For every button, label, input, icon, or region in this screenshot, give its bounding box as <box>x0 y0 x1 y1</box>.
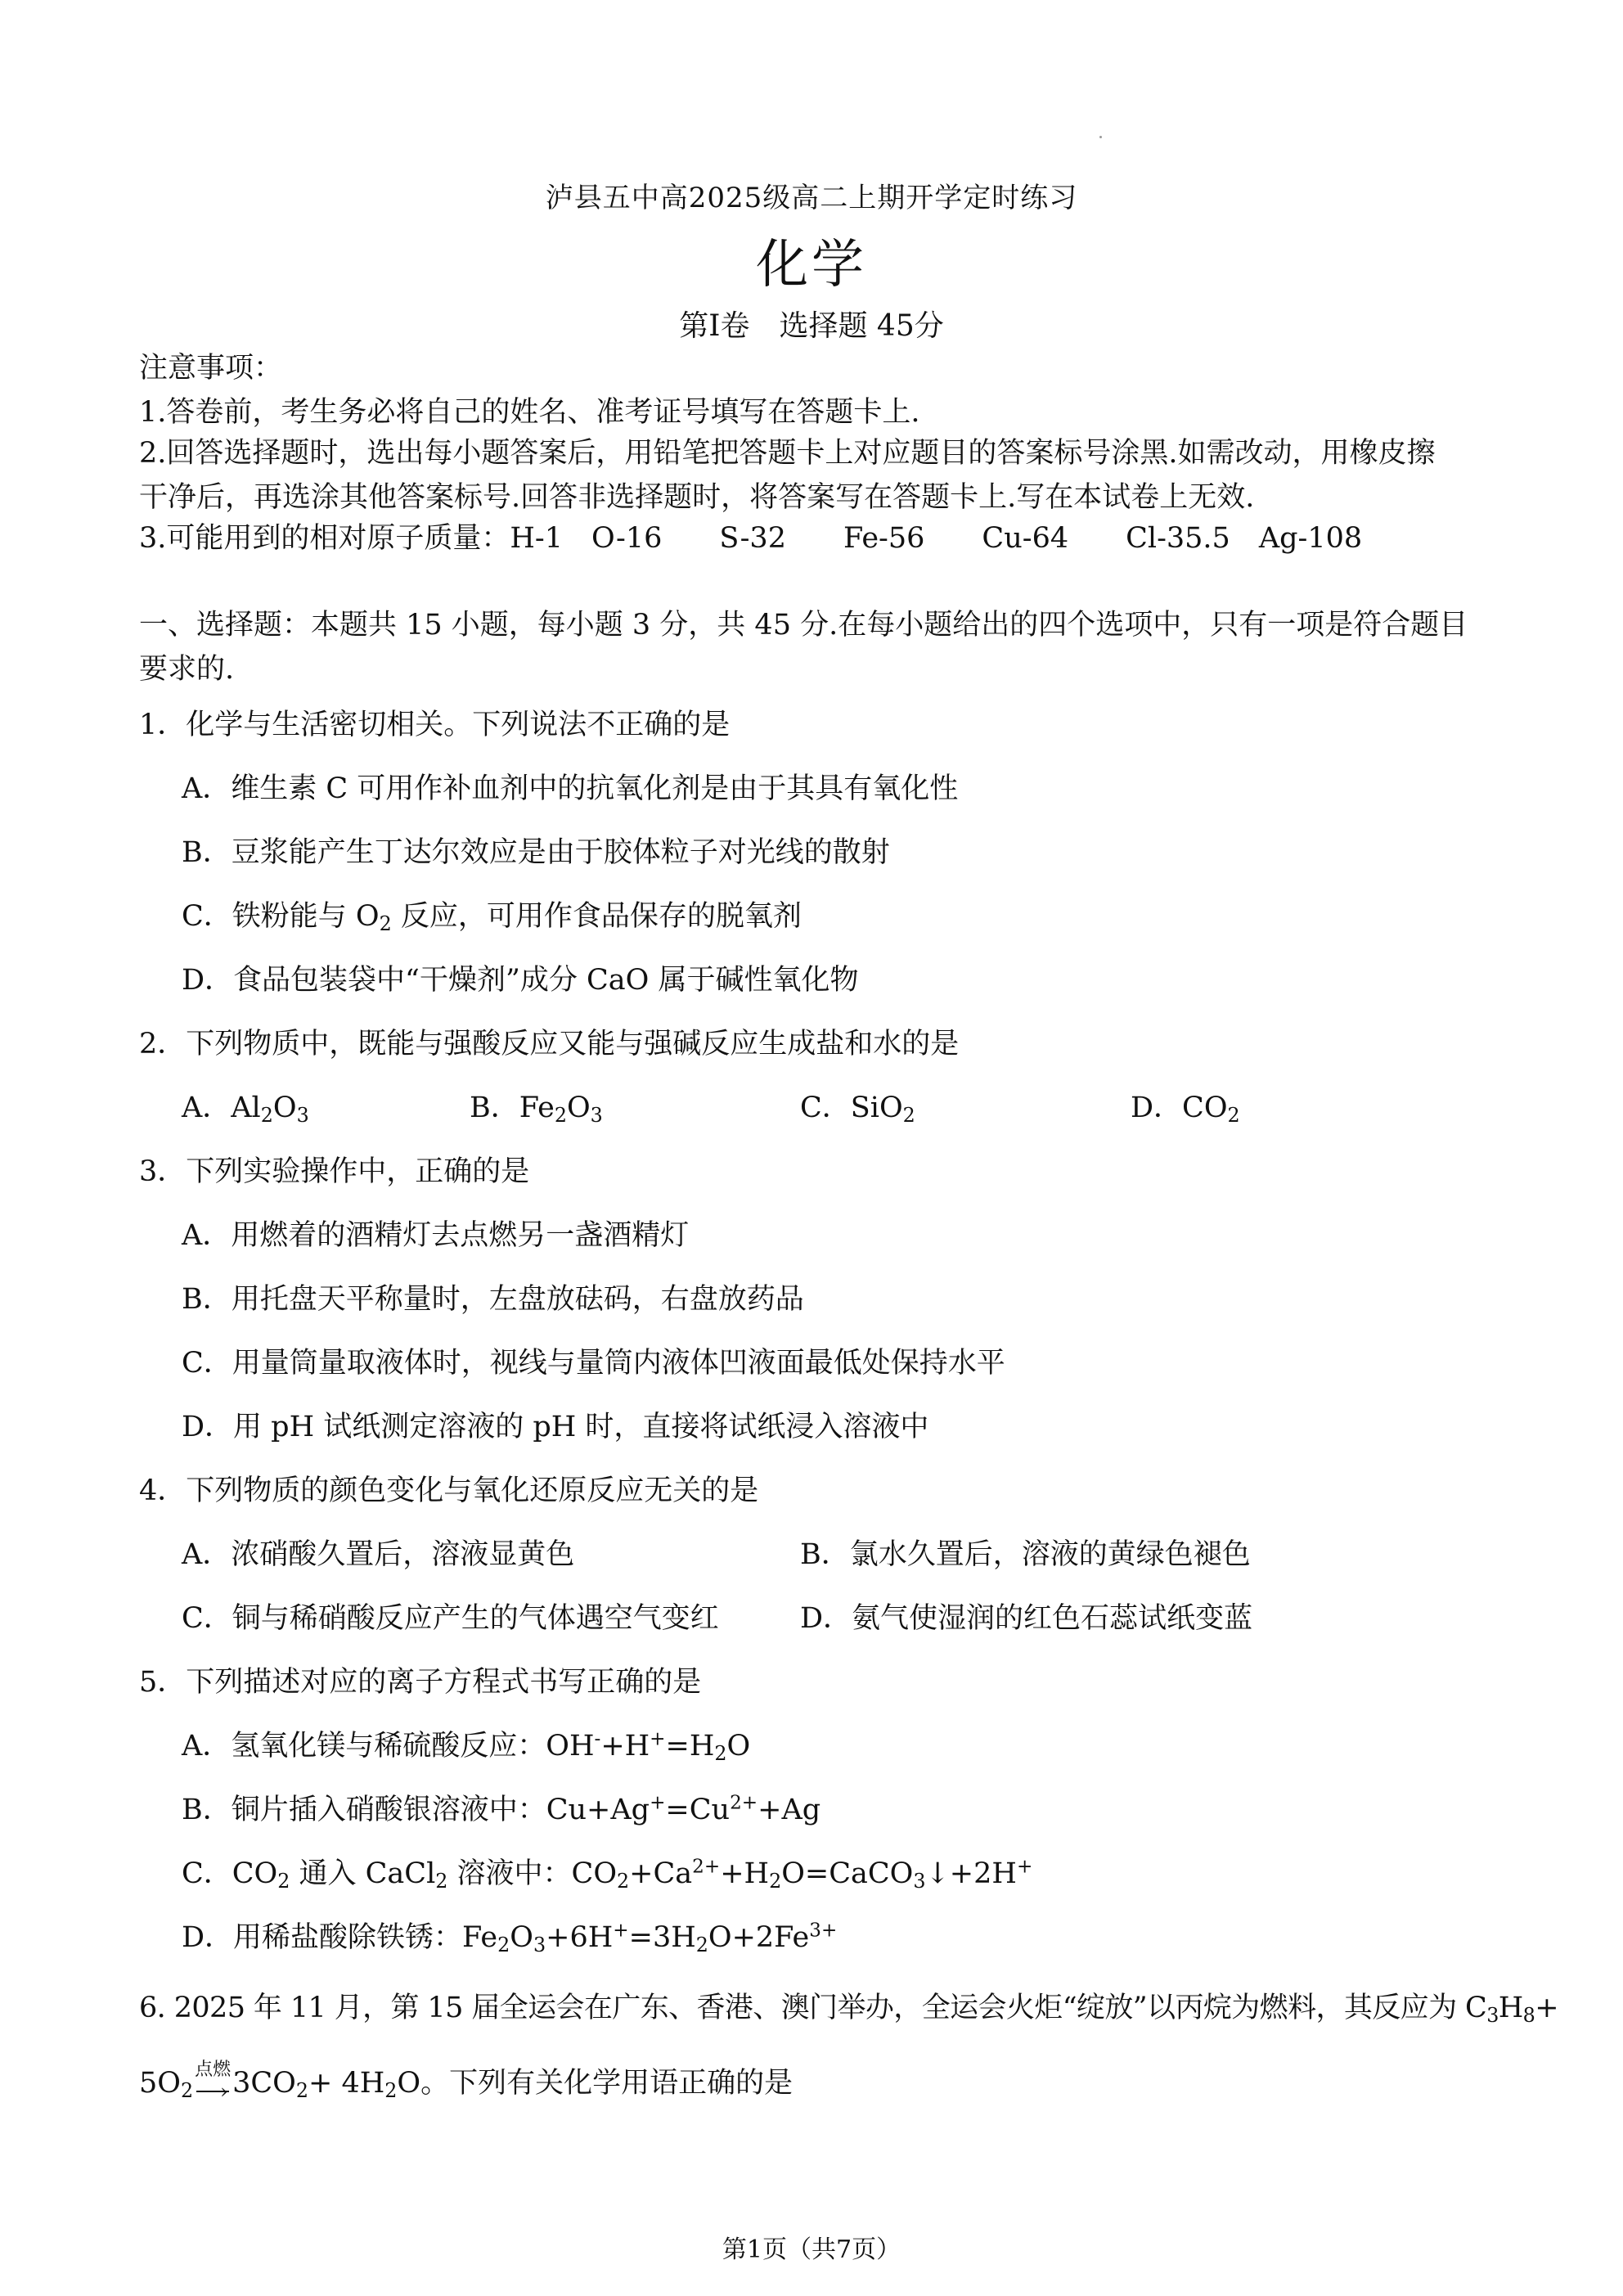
q5-c-t7: ↓+2H <box>925 1857 1017 1890</box>
q4-stem: 4．下列物质的颜色变化与氧化还原反应无关的是 <box>139 1474 759 1507</box>
q5-c-s1: 2 <box>277 1869 290 1893</box>
note-3: 3.可能用到的相对原子质量：H-1 O-16 S-32 Fe-56 Cu-64 Cl-35.5 Ag-108 <box>139 522 1363 555</box>
q5-d-t4: =3H <box>628 1921 696 1954</box>
q5-d-t3: +6H <box>546 1921 614 1954</box>
q2-c-pre: C．SiO <box>800 1092 903 1124</box>
q5-c-t2: 通入 CaCl <box>290 1857 436 1890</box>
q5-a-p2: + <box>650 1728 666 1750</box>
q5-a-s1: 2 <box>714 1741 727 1765</box>
q5-stem: 5．下列描述对应的离子方程式书写正确的是 <box>139 1666 702 1699</box>
q5-a-t4: O <box>726 1730 751 1763</box>
q2-d-pre: D．CO <box>1131 1092 1228 1124</box>
q5-b-t2: =Cu <box>665 1794 731 1826</box>
q5-c-p2: + <box>1016 1856 1033 1878</box>
q6-l2-t1: 5O <box>139 2067 181 2100</box>
q2-c-s1: 2 <box>902 1103 915 1127</box>
q6-l1-t3: + <box>1535 1992 1558 2024</box>
q5-c-p1: 2+ <box>692 1856 721 1878</box>
q5-d-s3: 2 <box>695 1933 708 1956</box>
q6-l1-s2: 8 <box>1522 2003 1535 2027</box>
q5-d-t5: O+2Fe <box>708 1921 810 1954</box>
note-2b: 干净后，再选涂其他答案标号.回答非选择题时，将答案写在答题卡上.写在本试卷上无效. <box>139 481 1255 514</box>
q5-c-s3: 2 <box>617 1869 630 1893</box>
q6-l2-s2: 2 <box>295 2078 308 2102</box>
q5-d-p1: + <box>613 1920 629 1942</box>
note-2a: 2.回答选择题时，选出每小题答案后，用铅笔把答题卡上对应题目的答案标号涂黑.如需改动，用橡皮擦 <box>139 437 1436 470</box>
q3-option-d: D．用 pH 试纸测定溶液的 pH 时，直接将试纸浸入溶液中 <box>182 1411 929 1443</box>
page-footer: 第1页（共7页） <box>722 2235 901 2264</box>
q6-l2-t3: + 4H <box>308 2067 385 2100</box>
part1-intro-a: 一、选择题：本题共 15 小题，每小题 3 分，共 45 分.在每小题给出的四个选项中，只有一项是符合题目 <box>139 609 1468 642</box>
q5-d-s1: 2 <box>497 1933 510 1956</box>
q2-b-s2: 3 <box>590 1103 603 1127</box>
q6-l1-t2: H <box>1498 1992 1523 2024</box>
q1-c-pre: C．铁粉能与 O <box>182 900 380 933</box>
q6-l2-s1: 2 <box>180 2078 194 2102</box>
school-title: 泸县五中高2025级高二上期开学定时练习 <box>545 182 1078 214</box>
q3-option-c: C．用量筒量取液体时，视线与量筒内液体凹液面最低处保持水平 <box>182 1347 1005 1380</box>
q6-line-2 <box>139 2060 794 2103</box>
q5-c-s5: 3 <box>913 1869 926 1893</box>
q2-a-mid: O <box>272 1092 297 1124</box>
q1-option-d: D．食品包装袋中“干燥剂”成分 CaO 属于碱性氧化物 <box>182 964 859 997</box>
q6-l1-t1: 6. 2025 年 11 月，第 15 届全运会在广东、香港、澳门举办，全运会火炬“绽放”以丙烷为燃料，其反应为 C <box>139 1992 1487 2024</box>
q5-c-t4: +Ca <box>629 1857 693 1890</box>
q2-b-mid: O <box>566 1092 591 1124</box>
q6-l2-s3: 2 <box>384 2078 398 2102</box>
q5-d-p2: 3+ <box>809 1920 838 1942</box>
q2-b-pre: B．Fe <box>470 1092 555 1124</box>
q3-option-b: B．用托盘天平称量时，左盘放砝码，右盘放药品 <box>182 1283 804 1316</box>
q1-option-b: B．豆浆能产生丁达尔效应是由于胶体粒子对光线的散射 <box>182 836 890 869</box>
q5-option-a <box>182 1727 750 1766</box>
q2-a-s2: 3 <box>296 1103 309 1127</box>
scan-dot <box>1099 136 1102 138</box>
q2-b-s1: 2 <box>554 1103 567 1127</box>
section-title: 第Ⅰ卷 选择题 45分 <box>679 309 944 343</box>
q5-c-t1: C．CO <box>182 1857 278 1890</box>
q6-l1-s1: 3 <box>1486 2003 1499 2027</box>
q6-l2-t2: 3CO <box>232 2067 296 2100</box>
q2-stem: 2．下列物质中，既能与强酸反应又能与强碱反应生成盐和水的是 <box>139 1028 960 1060</box>
q5-d-t2: O <box>510 1921 533 1954</box>
q5-c-t5: +H <box>720 1857 770 1890</box>
q2-option-c <box>800 1088 915 1128</box>
q5-option-b <box>182 1790 820 1830</box>
q5-d-s2: 3 <box>533 1933 546 1956</box>
q3-option-a: A．用燃着的酒精灯去点燃另一盏酒精灯 <box>182 1219 690 1252</box>
q2-option-a <box>182 1088 309 1128</box>
q1-c-post: 反应，可用作食品保存的脱氧剂 <box>391 900 802 933</box>
q5-b-p2: 2+ <box>730 1792 758 1814</box>
q2-option-d <box>1131 1088 1240 1128</box>
q3-stem: 3．下列实验操作中，正确的是 <box>139 1155 530 1188</box>
q2-d-s1: 2 <box>1227 1103 1240 1127</box>
subject-title: 化学 <box>756 235 867 295</box>
notes-title: 注意事项： <box>139 352 283 385</box>
q5-a-t1: A．氢氧化镁与稀硫酸反应：OH <box>182 1730 595 1763</box>
q5-c-t3: 溶液中：CO <box>447 1857 618 1890</box>
q5-c-s2: 2 <box>435 1869 448 1893</box>
q6-line-1 <box>139 1988 1558 2028</box>
q2-a-pre: A．Al <box>182 1092 261 1124</box>
reaction-arrow-icon <box>193 2060 232 2103</box>
q5-option-d <box>182 1918 837 1957</box>
q4-option-c: C．铜与稀硝酸反应产生的气体遇空气变红 <box>182 1602 719 1635</box>
q4-option-a: A．浓硝酸久置后，溶液显黄色 <box>182 1538 575 1571</box>
q5-a-t2: +H <box>600 1730 650 1763</box>
q4-option-d: D．氨气使湿润的红色石蕊试纸变蓝 <box>800 1602 1253 1635</box>
q4-option-b: B．氯水久置后，溶液的黄绿色褪色 <box>800 1538 1251 1571</box>
q1-option-a: A．维生素 C 可用作补血剂中的抗氧化剂是由于其具有氧化性 <box>182 772 959 805</box>
q1-c-sub: 2 <box>379 912 392 935</box>
q5-c-s4: 2 <box>769 1869 782 1893</box>
q5-a-t3: =H <box>665 1730 715 1763</box>
q5-option-c <box>182 1854 1032 1893</box>
q2-a-s1: 2 <box>260 1103 273 1127</box>
q5-b-t1: B．铜片插入硝酸银溶液中：Cu+Ag <box>182 1794 650 1826</box>
q6-l2-t4: O。下列有关化学用语正确的是 <box>397 2067 794 2100</box>
q2-option-b <box>470 1088 603 1128</box>
q5-a-p1: - <box>594 1728 601 1750</box>
q5-c-t6: O=CaCO <box>781 1857 914 1890</box>
q5-d-t1: D．用稀盐酸除铁锈：Fe <box>182 1921 498 1954</box>
note-1: 1.答卷前，考生务必将自己的姓名、准考证号填写在答题卡上. <box>139 396 920 429</box>
arrow-condition: 点燃 <box>195 2060 232 2080</box>
q5-b-p1: + <box>650 1792 666 1814</box>
part1-intro-b: 要求的. <box>139 653 235 686</box>
q1-stem: 1．化学与生活密切相关。下列说法不正确的是 <box>139 709 731 741</box>
q1-option-c <box>182 897 802 936</box>
q5-b-t3: +Ag <box>758 1794 821 1826</box>
arrow-head: › <box>220 2080 228 2103</box>
